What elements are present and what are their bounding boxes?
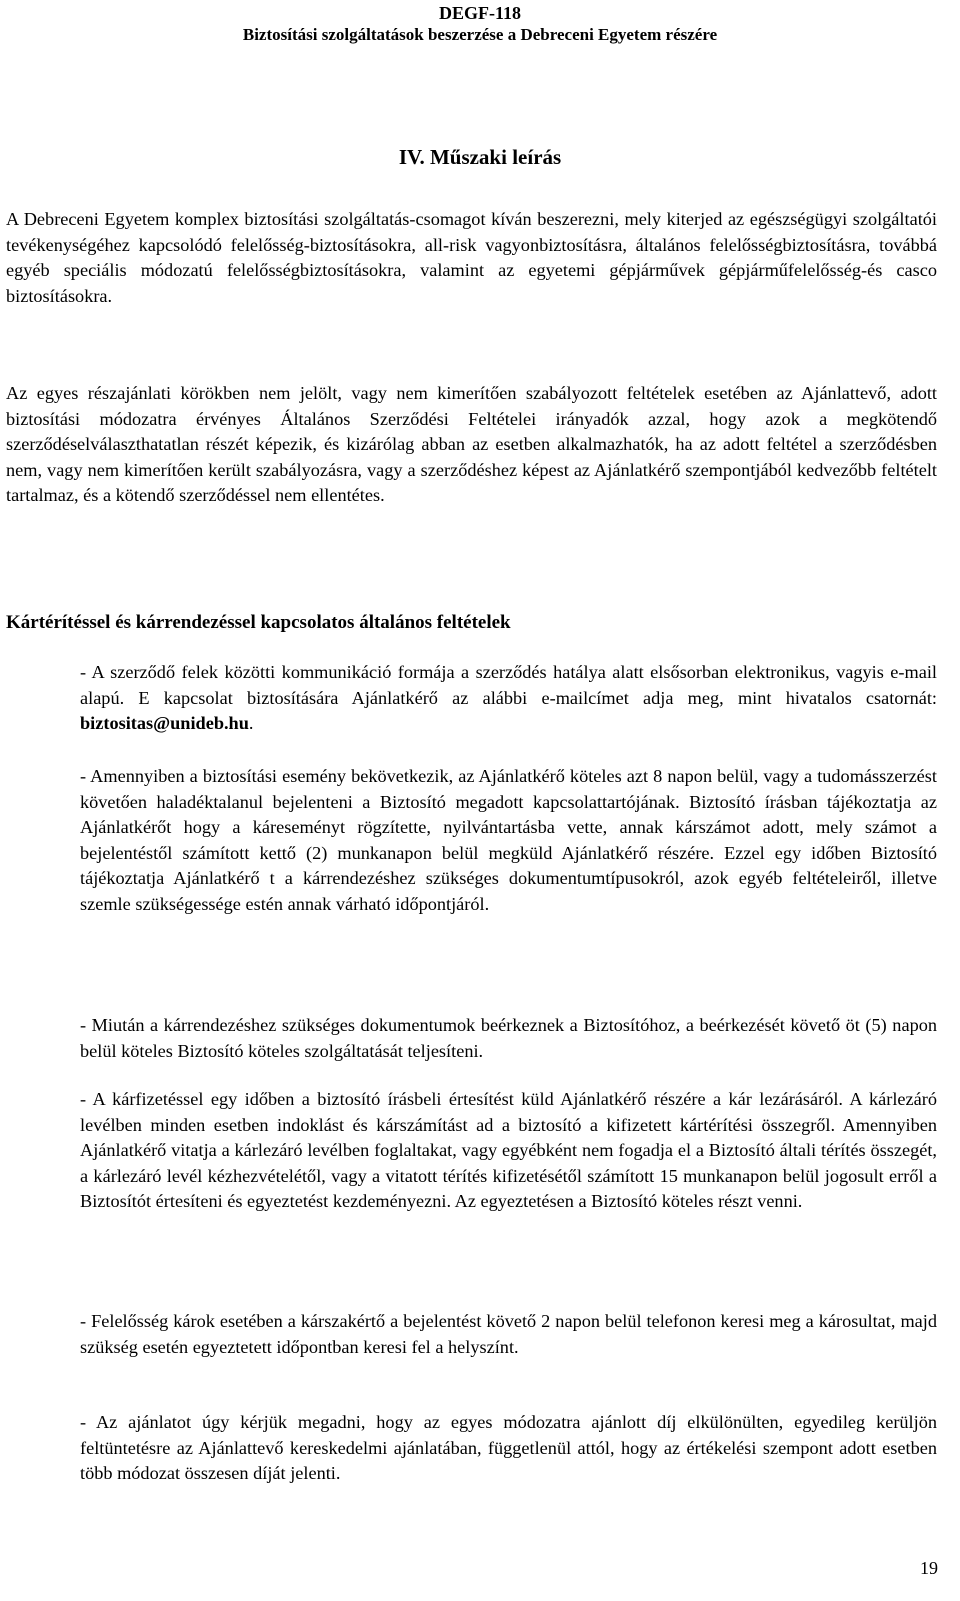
general-terms-paragraph: Az egyes részajánlati körökben nem jelölt, vagy nem kimerítően szabályozott feltételek esetében az Ajánlattevő, adott biztosítási módozatra érvényes Általános Szerződési Feltételei irányadók azzal, hogy azok a megkötendő szerződéselválaszthatatlan részét képezik, és kizárólag abban az esetben alkalmazhatók, ha az adott feltétel a szerződésben nem, vagy nem kimerítően került szabályozásra, vagy a szerződéshez képest az Ajánlatkérő szempontjából kedvezőbb feltételt tartalmaz, és a kötendő szerződéssel nem ellentétes. bbox=[6, 383, 937, 506]
section-title: IV. Műszaki leírás bbox=[398, 145, 562, 169]
contact-email: biztositas@unideb.hu bbox=[80, 713, 249, 734]
documents-item: - Miután a kárrendezéshez szükséges dokumentumok beérkeznek a Biztosítóhoz, a beérkezését követő öt (5) napon belül köteles Biztosító köteles szolgáltatását teljesíteni. bbox=[80, 1015, 937, 1061]
communication-item bbox=[80, 660, 937, 737]
offer-item: - Az ajánlatot úgy kérjük megadni, hogy az egyes módozatra ajánlott díj elkülönülten, egyedileg kerüljön feltüntetésre az Ajánlattevő kereskedelmi ajánlatában, függetlenül attól, hogy az értékelési szempont adott esetben több módozat összesen díját jelenti. bbox=[80, 1412, 937, 1484]
page-header bbox=[0, 2, 960, 46]
claims-section-title: Kártérítéssel és kárrendezéssel kapcsolatos általános feltételek bbox=[6, 612, 511, 633]
document-title: Biztosítási szolgáltatások beszerzése a Debreceni Egyetem részére bbox=[242, 25, 718, 44]
email-suffix: . bbox=[248, 713, 254, 734]
notification-item: - Amennyiben a biztosítási esemény bekövetkezik, az Ajánlatkérő köteles azt 8 napon belül, vagy a tudomásszerzést követően haladéktalanul bejelenteni a Biztosító megadott kapcsolattartójának. Biztosító írásban tájékoztatja az Ajánlatkérőt hogy a káreseményt rögzítette, nyilvántartásba vette, annak kárszámot adott, mely számot a bejelentéstől számított kettő (2) munkanapon belül megküld Ajánlatkérő részére. Ezzel egy időben Biztosító tájékoztatja Ajánlatkérő t a kárrendezéshez szükséges dokumentumtípusokról, azok egyéb feltételeiről, illetve szemle szükségessége estén annak várható időpontjáról. bbox=[80, 766, 937, 914]
page-number: 19 bbox=[920, 1558, 938, 1578]
document-code: DEGF-118 bbox=[438, 3, 521, 23]
liability-item: - Felelősség károk esetében a kárszakértő a bejelentést követő 2 napon belül telefonon keresi meg a károsultat, majd szükség esetén egyeztetett időpontban keresi fel a helyszínt. bbox=[80, 1311, 937, 1357]
intro-paragraph: A Debreceni Egyetem komplex biztosítási szolgáltatás-csomagot kíván beszerezni, mely kiterjed az egészségügyi szolgáltatói tevékenységéhez kapcsolódó felelősség-biztosításokra, all-risk vagyonbiztosításra, általános felelősségbiztosításra, továbbá egyéb speciális módozatú felelősségbiztosításokra, valamint az egyetemi gépjárművek gépjárműfelelősség-és casco biztosításokra. bbox=[6, 209, 937, 306]
communication-text: - A szerződő felek közötti kommunikáció formája a szerződés hatálya alatt elsősorban elektronikus, vagyis e-mail alapú. E kapcsolat biztosítására Ajánlatkérő az alábbi e-mailcímet adja meg, mint hivatalos csatornát: bbox=[80, 662, 937, 708]
payment-item: - A kárfizetéssel egy időben a biztosító írásbeli értesítést küld Ajánlatkérő részére a kár lezárásáról. A kárlezáró levélben minden esetben indoklást és kárszámítást ad a biztosító a kifizetett kártérítési összegről. Amennyiben Ajánlatkérő vitatja a kárlezáró levélben foglaltakat, vagy egyébként nem fogadja el a Biztosító általi térítés összegét, a kárlezáró levél kézhezvételétől, vagy a vitatott térítés kifizetésétől számított 15 munkanapon belül jogosult erről a Biztosítót értesíteni és egyeztetést kezdeményezni. Az egyeztetésen a Biztosító köteles részt venni. bbox=[80, 1089, 937, 1212]
